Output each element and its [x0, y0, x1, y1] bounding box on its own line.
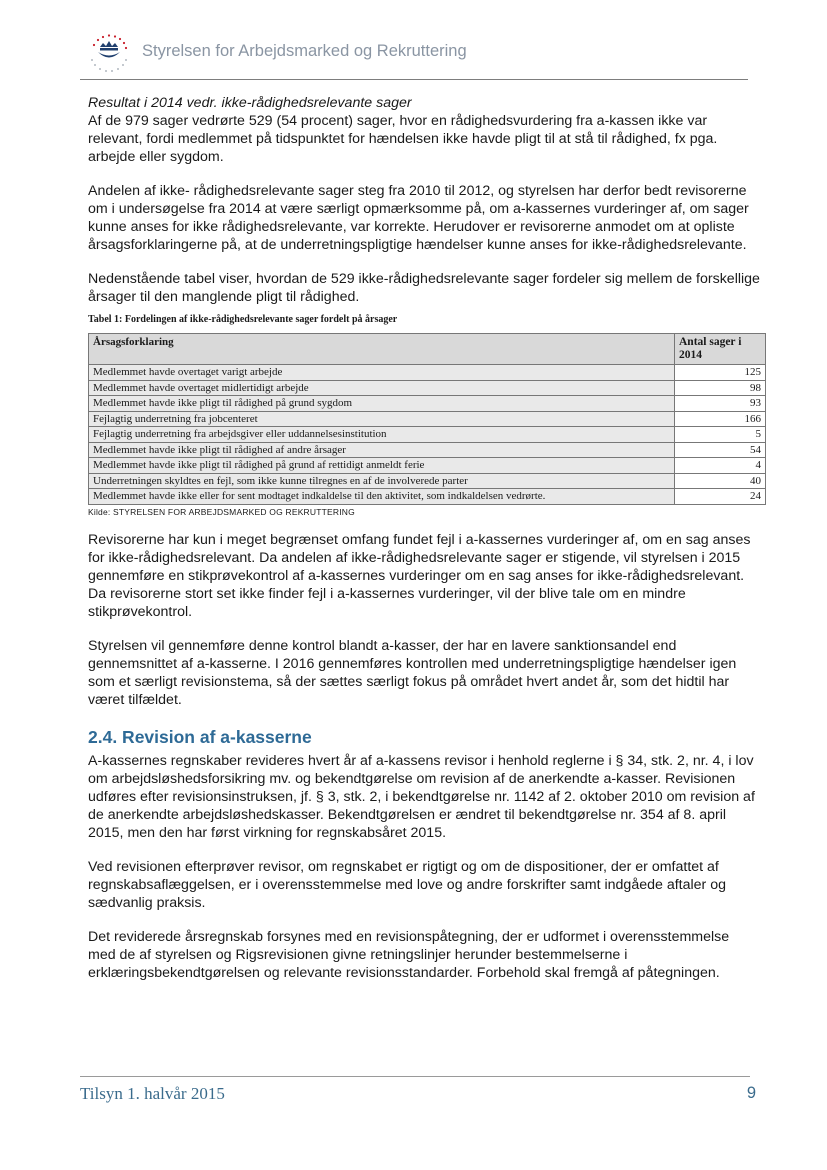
reason-cell: Underretningen skyldtes en fejl, som ikke kunne tilregnes en af de involverede parter — [89, 473, 675, 489]
page-footer — [80, 1076, 756, 1103]
table-row — [89, 365, 766, 381]
header-divider — [80, 79, 748, 80]
after-table-paragraph-2: Styrelsen vil gennemføre denne kontrol blandt a-kasser, der har en lavere sanktionsandel end gennemsnittet af a-kasserne. I 2016 gennemføres kontrollen med underretningspligtige hændelser igen som et særligt revisionstema, så der sættes særligt fokus på området hvert andet år, som det hidtil har været tilfældet. — [88, 637, 737, 708]
column-header-count: Antal sager i 2014 — [675, 334, 766, 365]
revision-paragraph-2: Ved revisionen efterprøver revisor, om regnskabet er rigtigt og om de dispositioner, der er omfattet af regnskabsaflæggelsen, er i overensstemmelse med love og andre forskrifter samt indgåede aftaler og sædvanlig praksis. — [88, 858, 726, 911]
column-header-reason: Årsagsforklaring — [89, 334, 675, 365]
reason-cell: Fejlagtig underretning fra arbejdsgiver eller uddannelsesinstitution — [89, 427, 675, 443]
section-heading: 2.4. Revision af a-kasserne — [88, 726, 312, 747]
table-row — [89, 396, 766, 412]
table-row — [89, 380, 766, 396]
revision-paragraph-3: Det reviderede årsregnskab forsynes med en revisionspåtegning, der er udformet i overensstemmelse med de af styrelsen og Rigsrevisionen givne retningslinjer herunder bestemmelserne i erklæringsbekendtgørelsen og relevante revisionsstandarder. Forbehold skal fremgå af påtegningen. — [88, 928, 730, 981]
result-paragraph-1: Af de 979 sager vedrørte 529 (54 procent) sager, hvor en rådighedsvurdering fra a-kassen ikke var relevant, fordi medlemmet på tidspunktet for hændelsen ikke havde pligt til at stå til rådighed, fx pga. arbejde eller sygdom. — [88, 113, 718, 165]
page-number: 9 — [746, 1084, 756, 1102]
page-header — [80, 28, 748, 80]
agency-logo — [80, 28, 140, 80]
table-caption: Tabel 1: Fordelingen af ikke-rådighedsrelevante sager fordelt på årsager — [88, 314, 398, 325]
table-row — [89, 458, 766, 474]
reason-cell: Medlemmet havde ikke eller for sent modtaget indkaldelse til den aktivitet, som indkaldelsen vedrørte. — [89, 489, 675, 505]
footer-divider — [80, 1076, 750, 1077]
reason-cell: Medlemmet havde ikke pligt til rådighed på grund af rettidigt anmeldt ferie — [89, 458, 675, 474]
agency-name: Styrelsen for Arbejdsmarked og Rekruttering — [142, 42, 467, 60]
count-cell: 93 — [675, 396, 766, 412]
count-cell: 125 — [675, 365, 766, 381]
table-row — [89, 473, 766, 489]
count-cell: 24 — [675, 489, 766, 505]
reason-cell: Medlemmet havde ikke pligt til rådighed på grund sygdom — [89, 396, 675, 412]
result-paragraph-2: Andelen af ikke- rådighedsrelevante sager steg fra 2010 til 2012, og styrelsen har derfor bedt revisorerne om i undersøgelse fra 2014 at være særligt opmærksomme på, om a-kassernes vurderinger af, om sager kunne anses for ikke rådighedsrelevante, var korrekte. Herudover er revisorerne anmodet om at opliste årsagsforklaringerne på, at de underretningspligtige hændelser kunne anses for ikke-rådighedsrelevante. — [88, 183, 749, 253]
reason-cell: Medlemmet havde overtaget midlertidigt arbejde — [89, 380, 675, 396]
table-header-row — [89, 334, 766, 365]
revision-paragraph-1: A-kassernes regnskaber revideres hvert år af a-kassens revisor i henhold reglerne i § 34, stk. 2, nr. 4, i lov om arbejdsløshedsforsikring mv. og bekendtgørelse om revision af de anerkendte a-kasser. Revisionen udføres efter revisionsinstruksen, jf. § 3, stk. 2, i bekendtgørelse nr. 1142 af 2. oktober 2010 om revision af de anerkendte arbejdsløshedskasser. Bekendtgørelsen er ændret til bekendtgørelse nr. 354 af 8. april 2015, men den har først virkning for regnskabsåret 2015. — [88, 752, 755, 841]
table-row — [89, 411, 766, 427]
count-cell: 98 — [675, 380, 766, 396]
page-content — [88, 94, 760, 998]
count-cell: 5 — [675, 427, 766, 443]
reason-cell: Fejlagtig underretning fra jobcenteret — [89, 411, 675, 427]
table-row — [89, 489, 766, 505]
after-table-paragraph-1: Revisorerne har kun i meget begrænset omfang fundet fejl i a-kassernes vurderinger af, om en sag anses for ikke-rådighedsrelevant. Da andelen af ikke-rådighedsrelevante sager er stigende, vil styrelsen i 2015 gennemføre en stikprøvekontrol af a-kassernes vurderinger om en sag anses for ikke-rådighedsrelevant. Da revisorerne stort set ikke finder fejl i a-kassernes vurderinger, vil der blive tale om en mindre stikprøvekontrol. — [88, 531, 751, 620]
table-source: Kilde: STYRELSEN FOR ARBEJDSMARKED OG REKRUTTERING — [88, 506, 355, 517]
footer-title: Tilsyn 1. halvår 2015 — [80, 1084, 225, 1103]
result-paragraph-3: Nedenstående tabel viser, hvordan de 529 ikke-rådighedsrelevante sager fordeler sig mellem de forskellige årsager til den manglende pligt til rådighed. — [88, 271, 760, 305]
reason-cell: Medlemmet havde ikke pligt til rådighed af andre årsager — [89, 442, 675, 458]
reason-cell: Medlemmet havde overtaget varigt arbejde — [89, 365, 675, 381]
result-section-title: Resultat i 2014 vedr. ikke-rådighedsrelevante sager — [88, 95, 412, 111]
count-cell: 40 — [675, 473, 766, 489]
table-row — [89, 442, 766, 458]
table-row — [89, 427, 766, 443]
count-cell: 166 — [675, 411, 766, 427]
reasons-table — [88, 333, 766, 505]
count-cell: 54 — [675, 442, 766, 458]
count-cell: 4 — [675, 458, 766, 474]
